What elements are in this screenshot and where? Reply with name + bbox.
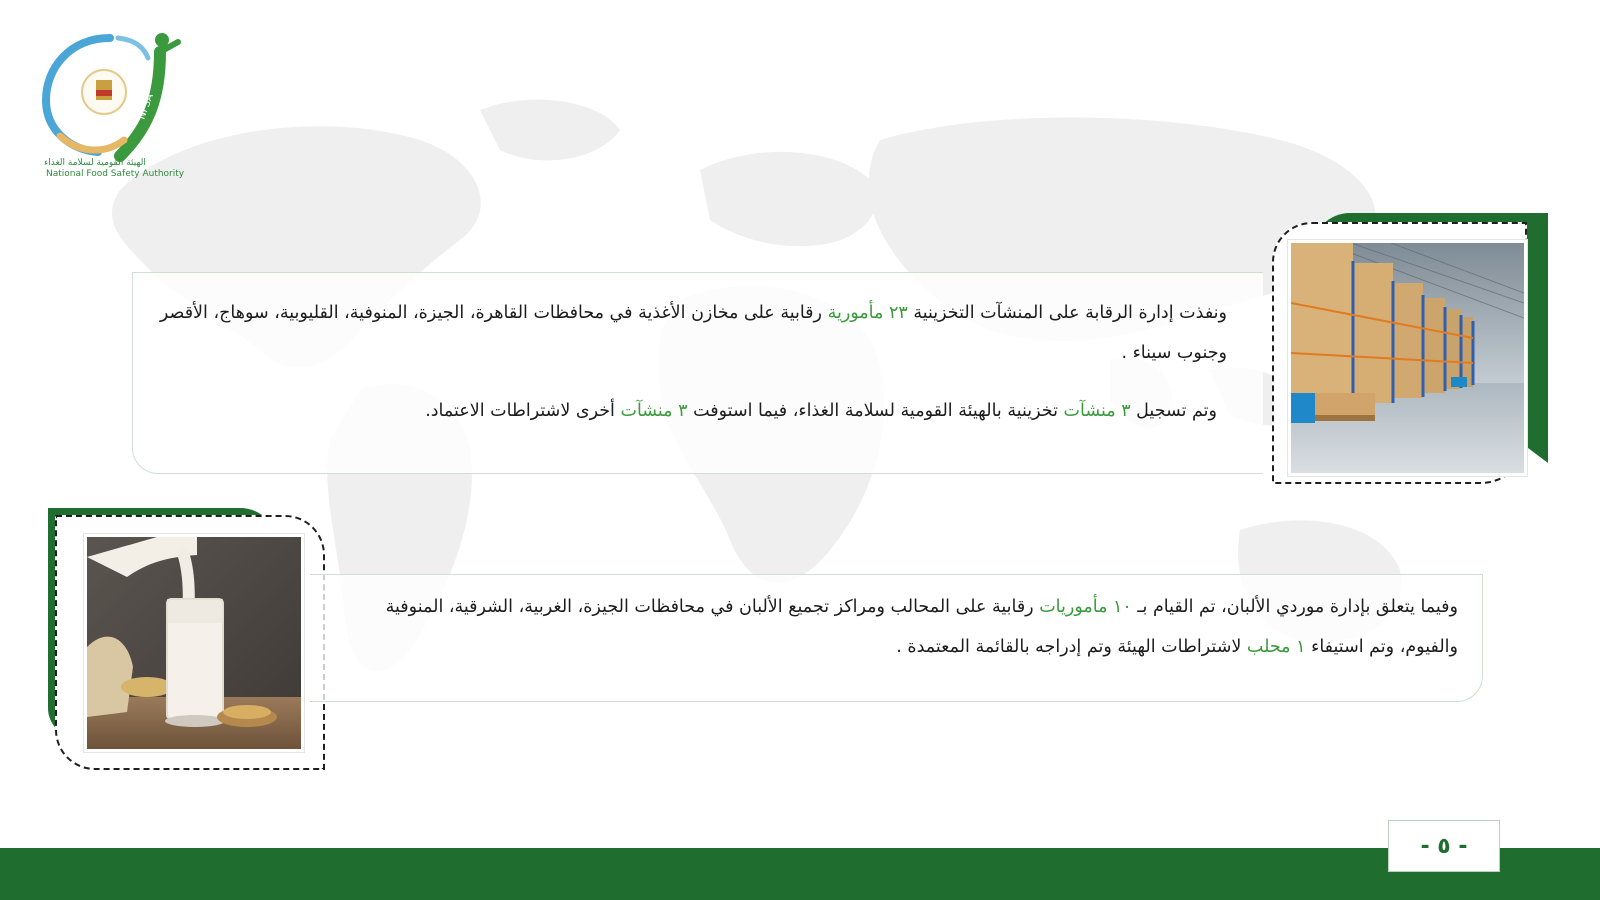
text-segment: لاشتراطات الهيئة وتم إدراجه بالقائمة المعتمدة .: [896, 637, 1247, 657]
text-segment: ونفذت إدارة الرقابة على المنشآت التخزينية: [907, 303, 1227, 323]
footer-bar: [0, 848, 1600, 900]
text-segment: أخرى لاشتراطات الاعتماد.: [425, 401, 621, 421]
logo-acronym: NFSA: [136, 92, 156, 122]
highlight-count: ٣ منشآت: [620, 401, 688, 421]
storage-inspection-panel: [132, 272, 1263, 474]
page-number: - ٥ -: [1388, 820, 1500, 872]
milk-glass-photo: [84, 534, 304, 752]
highlight-count: ٣ منشآت: [1063, 401, 1131, 421]
dairy-inspection-panel: [310, 574, 1483, 702]
warehouse-photo: [1288, 240, 1527, 476]
storage-registration-text: [137, 391, 1217, 431]
text-segment: رقابية على مخازن الأغذية في محافظات القاهرة، الجيزة، المنوفية، القليوبية، سوهاج، الأقصر وجنوب سيناء .: [159, 303, 1227, 363]
text-segment: رقابية على المحالب ومراكز تجميع الألبان في محافظات الجيزة، الغربية، الشرقية، المنوفية والفيوم، وتم استيفاء: [385, 597, 1458, 657]
text-segment: وفيما يتعلق بإدارة موردي الألبان، تم القيام بـ: [1131, 597, 1458, 617]
text-segment: تخزينية بالهيئة القومية لسلامة الغذاء، فيما استوفت: [687, 401, 1064, 421]
highlight-count: ٢٣ مأمورية: [827, 303, 908, 323]
highlight-count: ١٠ مأموريات: [1039, 597, 1132, 617]
text-segment: وتم تسجيل: [1130, 401, 1217, 421]
highlight-count: ١ محلب: [1246, 637, 1306, 657]
dairy-inspection-text: [328, 587, 1458, 667]
storage-inspection-text: [137, 293, 1227, 373]
logo-english-name: National Food Safety Authority: [46, 169, 185, 179]
logo-arabic-name: الهيئة القومية لسلامة الغذاء: [44, 158, 146, 168]
